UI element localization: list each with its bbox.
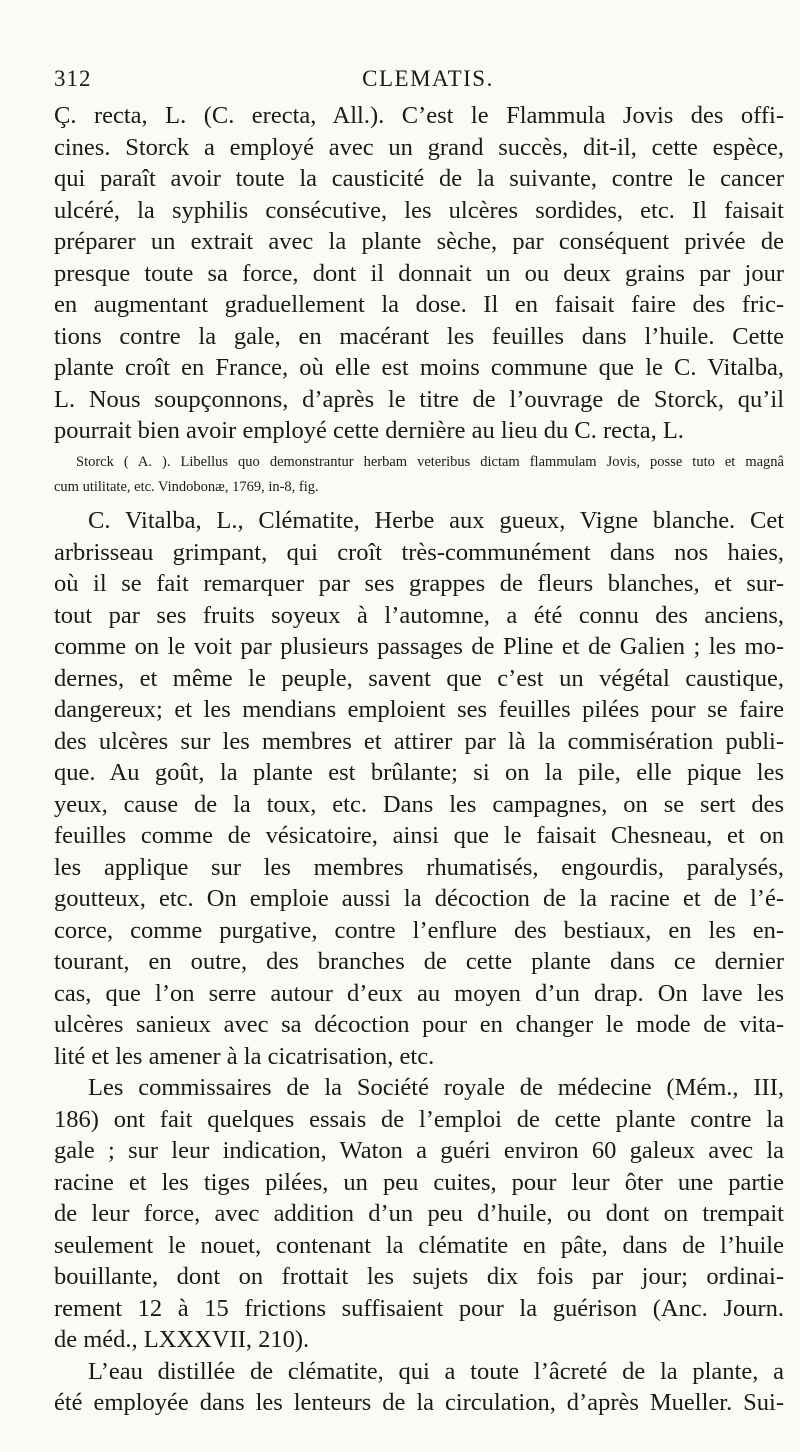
text-line: en augmentant graduellement la dose. Il en faisait faire des fric- bbox=[54, 291, 784, 318]
text-line: des ulcères sur les membres et attirer par là la commisération publi- bbox=[54, 727, 784, 755]
text-line: été employée dans les lenteurs de la circulation, d’après Mueller. Sui- bbox=[54, 1389, 784, 1416]
text-line: racine et les tiges pilées, un peu cuites, pour leur ôter une partie bbox=[54, 1168, 784, 1196]
running-head bbox=[54, 66, 772, 96]
text-line: préparer un extrait avec la plante sèche, par conséquent privée de bbox=[54, 228, 784, 255]
text-line: gale ; sur leur indication, Waton a guéri environ 60 galeux avec la bbox=[54, 1137, 784, 1164]
text-line: tourant, en outre, des branches de cette plante dans ce dernier bbox=[54, 948, 784, 975]
text-line: où il se fait remarquer par ses grappes de fleurs blanches, et sur- bbox=[54, 570, 784, 597]
text-line: que. Au goût, la plante est brûlante; si on la pile, elle pique les bbox=[54, 759, 784, 786]
page-number: 312 bbox=[54, 66, 92, 91]
text-line: corce, comme purgative, contre l’enflure des bestiaux, en les en- bbox=[54, 916, 784, 944]
paragraph-clematis-recta bbox=[54, 100, 784, 447]
text-line: de leur force, avec addition d’un peu d’huile, ou dont on trempait bbox=[54, 1200, 784, 1227]
note-line: cum utilitate, etc. Vindobonæ, 1769, in-8, fig. bbox=[54, 479, 319, 495]
text-line: C. Vitalba, L., Clématite, Herbe aux gueux, Vigne blanche. Cet bbox=[88, 507, 784, 534]
paragraph-clematis-vitalba bbox=[54, 505, 784, 1419]
note-line: Storck ( A. ). Libellus quo demonstrantur herbam veteribus dictam flammulam Jovis, posse tuto et magnâ bbox=[76, 454, 784, 470]
text-line: plante croît en France, où elle est moins commune que le C. Vitalba, bbox=[54, 354, 784, 381]
text-line: dernes, et même le peuple, savent que c’est un végétal caustique, bbox=[54, 664, 784, 692]
text-line: comme on le voit par plusieurs passages de Pline et de Galien ; les mo- bbox=[54, 633, 784, 660]
text-line: seulement le nouet, contenant la clématite en pâte, dans de l’huile bbox=[54, 1231, 784, 1259]
bibliographic-note bbox=[54, 450, 784, 500]
text-line: feuilles comme de vésicatoire, ainsi que le faisait Chesneau, et on bbox=[54, 822, 784, 849]
text-line: yeux, cause de la toux, etc. Dans les campagnes, on se sert des bbox=[54, 790, 784, 818]
text-line: ulcéré, la syphilis consécutive, les ulcères sordides, etc. Il faisait bbox=[54, 196, 784, 224]
text-line: L. Nous soupçonnons, d’après le titre de l’ouvrage de Storck, qu’il bbox=[54, 385, 784, 413]
text-line: qui paraît avoir toute la causticité de la suivante, contre le cancer bbox=[54, 165, 784, 192]
text-line: 186) ont fait quelques essais de l’emploi de cette plante contre la bbox=[54, 1105, 784, 1133]
text-line: tions contre la gale, en macérant les feuilles dans l’huile. Cette bbox=[54, 322, 784, 350]
text-line: rement 12 à 15 frictions suffisaient pour la guérison (Anc. Journ. bbox=[54, 1294, 784, 1322]
running-title: CLEMATIS. bbox=[362, 66, 494, 91]
text-line: pourrait bien avoir employé cette dernière au lieu du C. recta, L. bbox=[54, 417, 684, 444]
text-line: Les commissaires de la Société royale de médecine (Mém., III, bbox=[88, 1074, 784, 1101]
text-line: cas, que l’on serre autour d’eux au moyen d’un drap. On lave les bbox=[54, 979, 784, 1007]
text-line: tout par ses fruits soyeux à l’automne, a été connu des anciens, bbox=[54, 601, 784, 629]
text-line: arbrisseau grimpant, qui croît très-communément dans nos haies, bbox=[54, 538, 784, 566]
text-line: bouillante, dont on frottait les sujets dix fois par jour; ordinai- bbox=[54, 1263, 784, 1290]
text-line: Ç. recta, L. (C. erecta, All.). C’est le Flammula Jovis des offi- bbox=[54, 102, 784, 129]
text-line: dangereux; et les mendians emploient ses feuilles pilées pour se faire bbox=[54, 696, 784, 723]
text-line: presque toute sa force, dont il donnait un ou deux grains par jour bbox=[54, 259, 784, 287]
text-line: les applique sur les membres rhumatisés, engourdis, paralysés, bbox=[54, 853, 784, 881]
text-line: de méd., LXXXVII, 210). bbox=[54, 1326, 310, 1353]
text-line: lité et les amener à la cicatrisation, etc. bbox=[54, 1042, 435, 1070]
text-line: ulcères sanieux avec sa décoction pour en changer le mode de vita- bbox=[54, 1011, 784, 1038]
text-line: L’eau distillée de clématite, qui a toute l’âcreté de la plante, a bbox=[88, 1357, 784, 1385]
text-line: goutteux, etc. On emploie aussi la décoction de la racine et de l’é- bbox=[54, 885, 784, 912]
text-line: cines. Storck a employé avec un grand succès, dit-il, cette espèce, bbox=[54, 133, 784, 161]
